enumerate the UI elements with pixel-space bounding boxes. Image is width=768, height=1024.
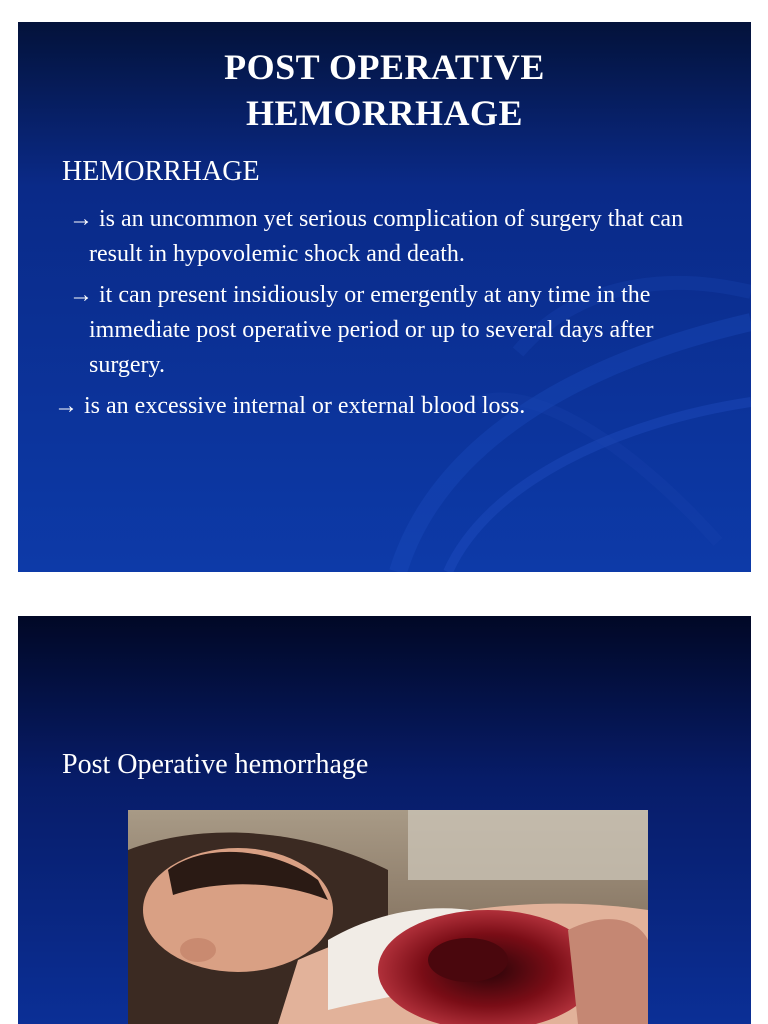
arrow-icon: → (69, 282, 93, 308)
title-line-2: HEMORRHAGE (245, 93, 523, 133)
slide-2 (18, 616, 751, 1024)
bullet-list (54, 202, 722, 430)
arrow-icon: → (54, 393, 78, 419)
title-line-1: POST OPERATIVE (224, 47, 545, 87)
bullet-text: is an excessive internal or external blood loss. (84, 393, 526, 419)
bullet-item (54, 389, 722, 424)
patient-photo (128, 810, 648, 1024)
slide-1 (18, 22, 751, 572)
photo-illustration (128, 810, 648, 1024)
bullet-text: is an uncommon yet serious complication of surgery that can result in hypovolemic shock and death. (89, 206, 684, 267)
slide-title (18, 44, 751, 136)
bullet-text: it can present insidiously or emergently at any time in the immediate post operative period or up to several days after surgery. (89, 282, 654, 378)
section-heading: HEMORRHAGE (62, 156, 260, 187)
bullet-item (62, 278, 722, 383)
slide-2-heading: Post Operative hemorrhage (62, 749, 369, 780)
bullet-item (62, 202, 722, 272)
arrow-icon: → (69, 206, 93, 232)
